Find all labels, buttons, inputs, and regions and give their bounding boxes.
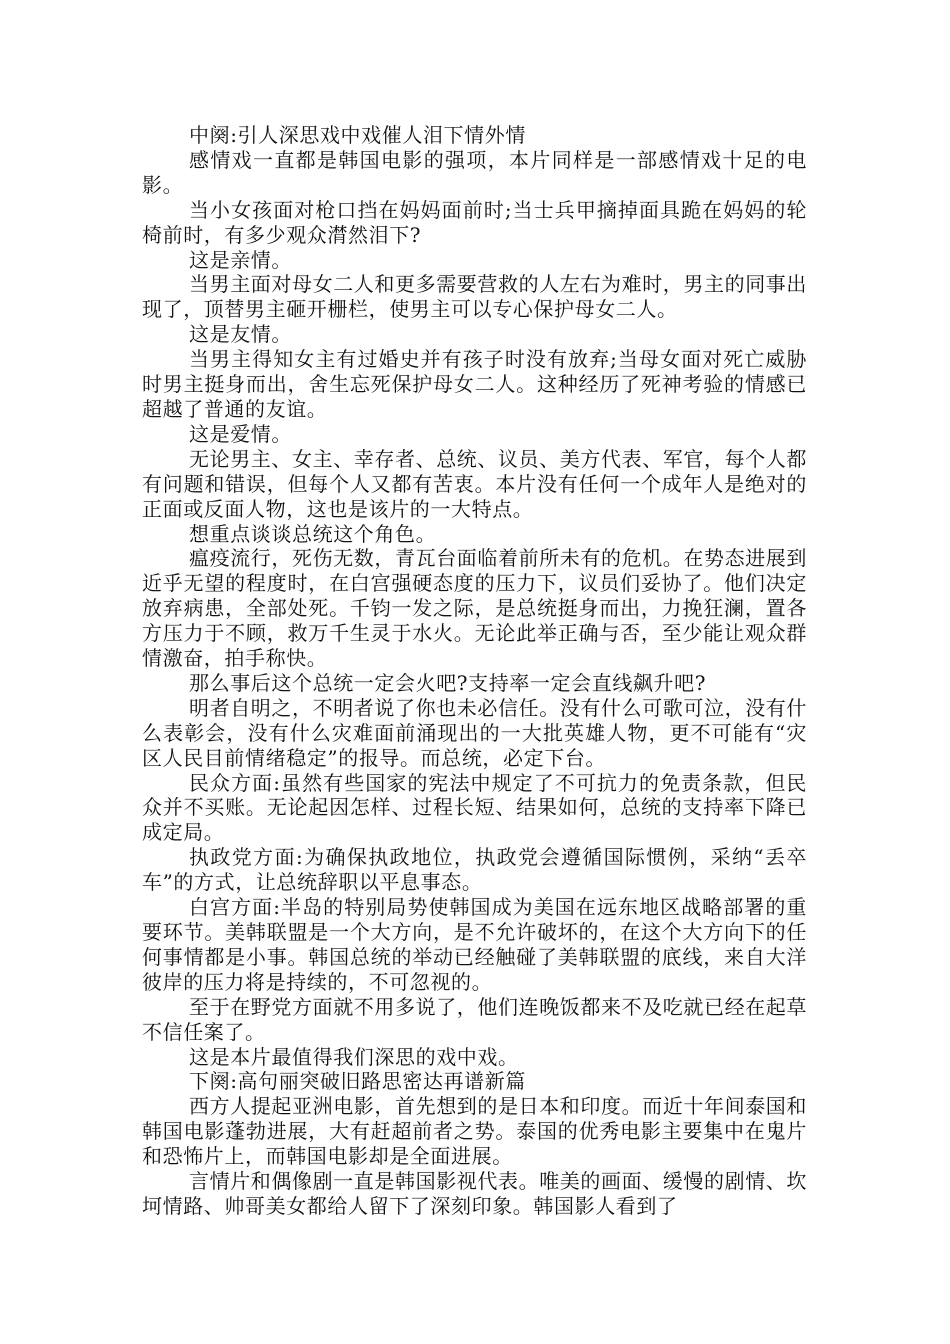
body-paragraph: 这是爱情。 [189,421,292,446]
body-paragraph: 这是亲情。 [189,247,292,272]
body-paragraph: 当男主得知女主有过婚史并有孩子时没有放弃;当母女面对死亡威胁时男主挺身而出，舍生忘死保护母女二人。这种经历了死神考验的情感已超越了普通的友谊。 [142,347,807,421]
body-paragraph: 白宫方面:半岛的特别局势使韩国成为美国在远东地区战略部署的重要环节。美韩联盟是一个大方向，是不允许破坏的，在这个大方向下的任何事情都是小事。韩国总统的举动已经触碰了美韩联盟的底线，来自大洋彼岸的压力将是持续的，不可忽视的。 [142,895,807,994]
body-paragraph: 当男主面对母女二人和更多需要营救的人左右为难时，男主的同事出现了，顶替男主砸开栅栏，使男主可以专心保护母女二人。 [142,272,807,322]
body-paragraph: 那么事后这个总统一定会火吧?支持率一定会直线飙升吧? [189,670,707,695]
article-body [142,123,807,1219]
body-paragraph: 西方人提起亚洲电影，首先想到的是日本和印度。而近十年间泰国和韩国电影蓬勃进展，大有赶超前者之势。泰国的优秀电影主要集中在鬼片和恐怖片上，而韩国电影却是全面进展。 [142,1094,807,1169]
body-paragraph: 民众方面:虽然有些国家的宪法中规定了不可抗力的免责条款，但民众并不买账。无论起因怎样、过程长短、结果如何，总统的支持率下降已成定局。 [142,770,807,845]
body-paragraph: 执政党方面:为确保执政地位，执政党会遵循国际惯例，采纳“丢卒车”的方式，让总统辞职以平息事态。 [142,845,807,895]
body-paragraph: 当小女孩面对枪口挡在妈妈面前时;当士兵甲摘掉面具跪在妈妈的轮椅前时，有多少观众潸然泪下? [142,197,807,247]
body-paragraph: 明者自明之，不明者说了你也未必信任。没有什么可歌可泣，没有什么表彰会，没有什么灾难面前涌现出的一大批英雄人物，更不可能有“灾区人民目前情绪稳定”的报导。而总统，必定下台。 [142,695,807,770]
body-paragraph: 至于在野党方面就不用多说了，他们连晚饭都来不及吃就已经在起草不信任案了。 [142,994,807,1044]
body-paragraph: 言情片和偶像剧一直是韩国影视代表。唯美的画面、缓慢的剧情、坎坷情路、帅哥美女都给人留下了深刻印象。韩国影人看到了 [142,1169,807,1218]
body-paragraph: 这是友情。 [189,322,292,347]
body-paragraph: 感情戏一直都是韩国电影的强项，本片同样是一部感情戏十足的电影。 [142,147,807,197]
section-heading-lower: 下阕:高句丽突破旧路思密达再谱新篇 [189,1069,526,1094]
body-paragraph: 瘟疫流行，死伤无数，青瓦台面临着前所未有的危机。在势态进展到近乎无望的程度时，在白宫强硬态度的压力下，议员们妥协了。他们决定放弃病患，全部处死。千钧一发之际，是总统挺身而出，力挽狂澜，置各方压力于不顾，救万千生灵于水火。无论此举正确与否，至少能让观众群情激奋，拍手称快。 [142,546,807,671]
body-paragraph: 这是本片最值得我们深思的戏中戏。 [189,1044,519,1069]
section-heading-middle: 中阕:引人深思戏中戏催人泪下情外情 [189,123,526,147]
body-paragraph: 想重点谈谈总统这个角色。 [189,521,437,546]
body-paragraph: 无论男主、女主、幸存者、总统、议员、美方代表、军官，每个人都有问题和错误，但每个人又都有苦衷。本片没有任何一个成年人是绝对的正面或反面人物，这也是该片的一大特点。 [142,446,807,521]
